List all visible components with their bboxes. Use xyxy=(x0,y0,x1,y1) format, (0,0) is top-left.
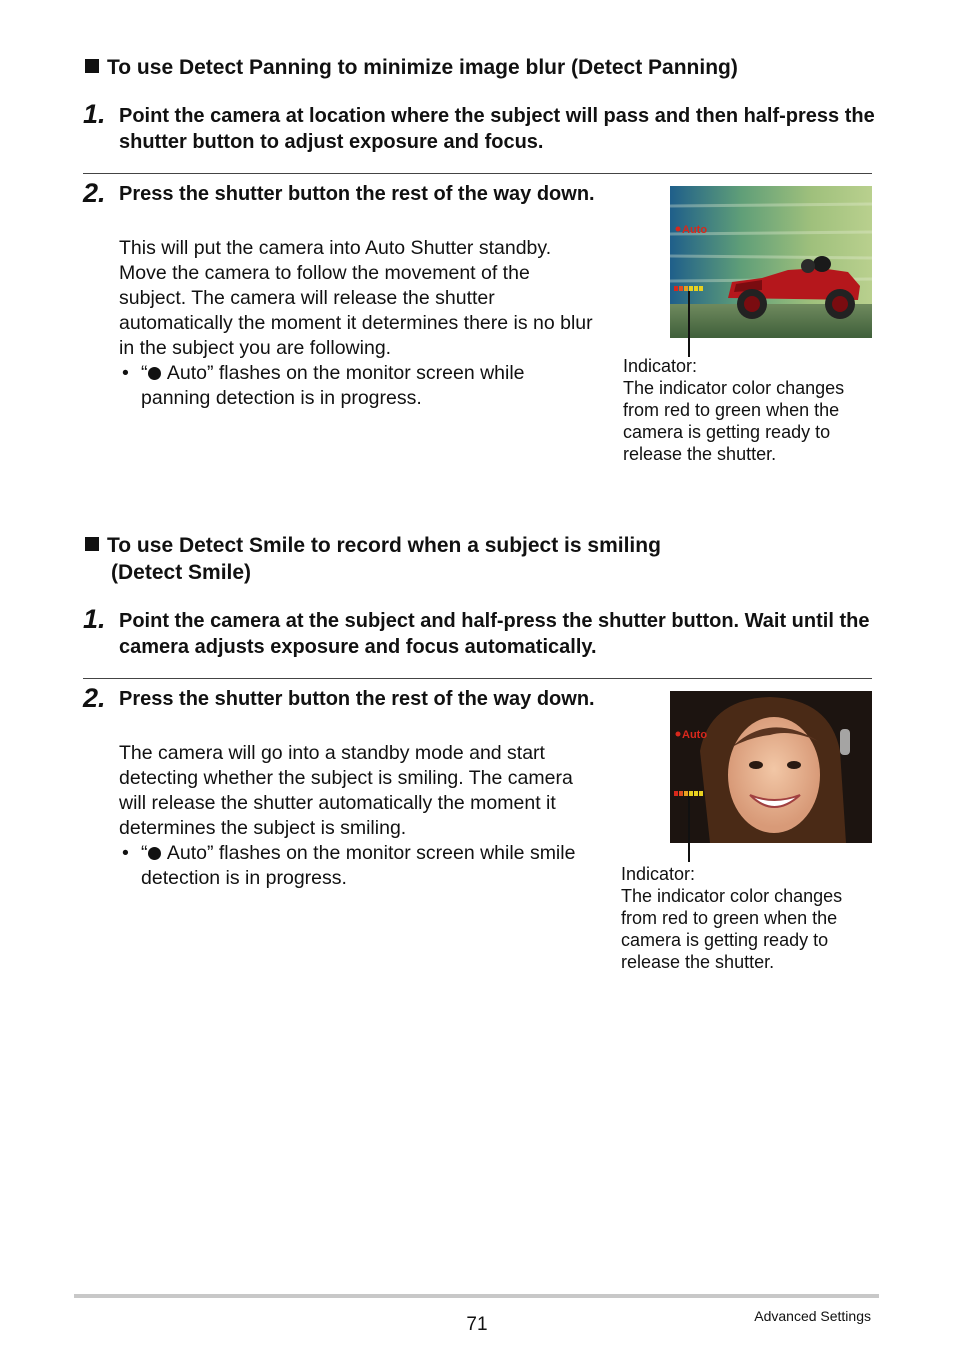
indicator-caption xyxy=(621,863,871,973)
bullet-text: Auto” flashes on the monitor screen while smile detection is in progress. xyxy=(141,842,576,889)
quote-open: “ xyxy=(141,842,148,864)
step-description: The camera will go into a standby mode and start detecting whether the subject is smiling. The camera will release the shutter automatically the moment it determines the subject is smiling. xyxy=(119,742,573,839)
footer-section-name: Advanced Settings xyxy=(754,1308,871,1324)
indicator-caption xyxy=(623,355,873,465)
record-dot-icon xyxy=(148,847,161,860)
screen-auto-label: Auto xyxy=(682,224,708,236)
square-bullet-icon xyxy=(85,537,99,551)
footer-rule xyxy=(74,1294,879,1298)
heading-text: To use Detect Panning to minimize image blur (Detect Panning) xyxy=(107,56,738,79)
indicator-leader-line xyxy=(688,796,690,862)
step-number: 1. xyxy=(83,604,106,634)
step-number: 1. xyxy=(83,99,106,129)
square-bullet-icon xyxy=(85,59,99,73)
screen-auto-label: Auto xyxy=(682,729,708,741)
record-dot-icon xyxy=(676,227,681,232)
caption-title: Indicator: xyxy=(623,356,698,376)
step-instruction: Point the camera at the subject and half-press the shutter button. Wait until the camera adjusts exposure and focus automatically. xyxy=(119,610,870,658)
bullet-mark: • xyxy=(122,842,129,864)
record-dot-icon xyxy=(676,732,681,737)
caption-text: The indicator color changes from red to green when the camera is getting ready to release the shutter. xyxy=(621,886,843,972)
bullet-note xyxy=(122,361,591,411)
caption-text: The indicator color changes from red to green when the camera is getting ready to release the shutter. xyxy=(623,378,845,464)
section-heading-detect-smile xyxy=(85,532,905,586)
divider xyxy=(83,173,872,174)
record-dot-icon xyxy=(148,367,161,380)
indicator-leader-line xyxy=(688,291,690,357)
headphone xyxy=(840,729,850,755)
camera-screen-smile xyxy=(670,691,872,843)
heading-text: To use Detect Smile to record when a subject is smiling xyxy=(107,534,661,557)
step-instruction: Point the camera at location where the subject will pass and then half-press the shutter button to adjust exposure and focus. xyxy=(119,105,875,153)
step-instruction: Press the shutter button the rest of the way down. xyxy=(119,183,595,205)
camera-screen-panning xyxy=(670,186,872,338)
heading-text-line2: (Detect Smile) xyxy=(111,561,252,584)
step-instruction: Press the shutter button the rest of the way down. xyxy=(119,688,595,710)
caption-title: Indicator: xyxy=(621,864,696,884)
divider xyxy=(83,678,872,679)
section-heading-detect-panning xyxy=(85,54,905,81)
page-number: 71 xyxy=(466,1314,488,1335)
face xyxy=(728,717,820,833)
step-number: 2. xyxy=(83,683,106,713)
step-number: 2. xyxy=(83,178,106,208)
bullet-mark: • xyxy=(122,362,129,384)
bullet-text: Auto” flashes on the monitor screen while panning detection is in progress. xyxy=(141,362,525,409)
step-description: This will put the camera into Auto Shutter standby. Move the camera to follow the movement of the subject. The camera will release the shutter automatically the moment it determines there is no blur in the subject you are following. xyxy=(119,237,593,359)
quote-open: “ xyxy=(141,362,148,384)
bullet-note xyxy=(122,841,591,891)
